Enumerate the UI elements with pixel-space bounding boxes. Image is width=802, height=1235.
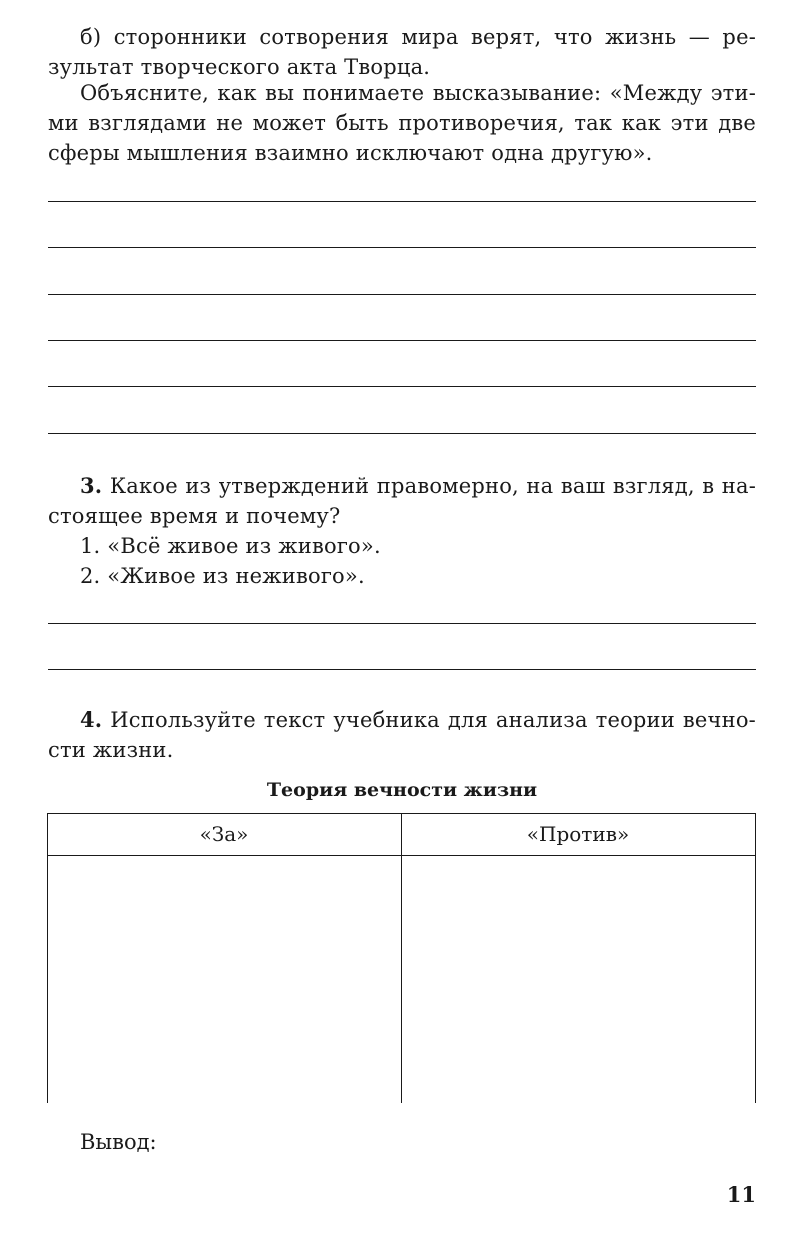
page-number: 11 (726, 1182, 756, 1207)
pros-cons-table (47, 813, 756, 1103)
task3-line-1 (48, 471, 756, 501)
answer-line[interactable] (48, 669, 756, 670)
cell-against[interactable] (403, 857, 753, 1101)
task4-text-1: Используйте текст учебника для анализа теории вечно- (110, 708, 756, 732)
table-left-border (47, 813, 48, 1103)
table-middle-border (401, 813, 402, 1103)
answer-line[interactable] (48, 433, 756, 434)
explain-paragraph (48, 78, 756, 168)
answer-line[interactable] (48, 623, 756, 624)
intro-line-1: б) сторонники сотворения мира верят, что жизнь — ре- (80, 25, 756, 49)
task3-option-2: 2. «Живое из неживого». (80, 564, 365, 588)
conclusion-label: Вывод: (80, 1130, 157, 1154)
task3-text-1: Какое из утверждений правомерно, на ваш взгляд, в на- (109, 474, 756, 498)
task4-line-2: сти жизни. (48, 738, 174, 762)
task4-line-1 (48, 705, 756, 735)
intro-line-2: зультат творческого акта Творца. (48, 55, 431, 79)
table-caption: Теория вечности жизни (266, 779, 538, 801)
task3-paragraph (48, 471, 756, 591)
answer-line[interactable] (48, 247, 756, 248)
task4-paragraph (48, 705, 756, 765)
column-header-against: «Против» (526, 822, 630, 846)
explain-line-1: Объясните, как вы понимаете высказывание: «Между эти- (80, 81, 756, 105)
explain-line-3: сферы мышления взаимно исключают одна другую». (48, 141, 653, 165)
answer-line[interactable] (48, 386, 756, 387)
task3-option-1: 1. «Всё живое из живого». (80, 534, 381, 558)
answer-line[interactable] (48, 340, 756, 341)
table-right-border (755, 813, 756, 1103)
answer-line[interactable] (48, 201, 756, 202)
intro-paragraph (48, 22, 756, 82)
answer-line[interactable] (48, 294, 756, 295)
task4-number: 4. (80, 707, 103, 732)
task3-line-2: стоящее время и почему? (48, 504, 341, 528)
task3-number: 3. (80, 473, 103, 498)
explain-line-2: ми взглядами не может быть противоречия, так как эти две (48, 111, 756, 135)
column-header-for: «За» (199, 822, 249, 846)
cell-for[interactable] (49, 857, 399, 1101)
